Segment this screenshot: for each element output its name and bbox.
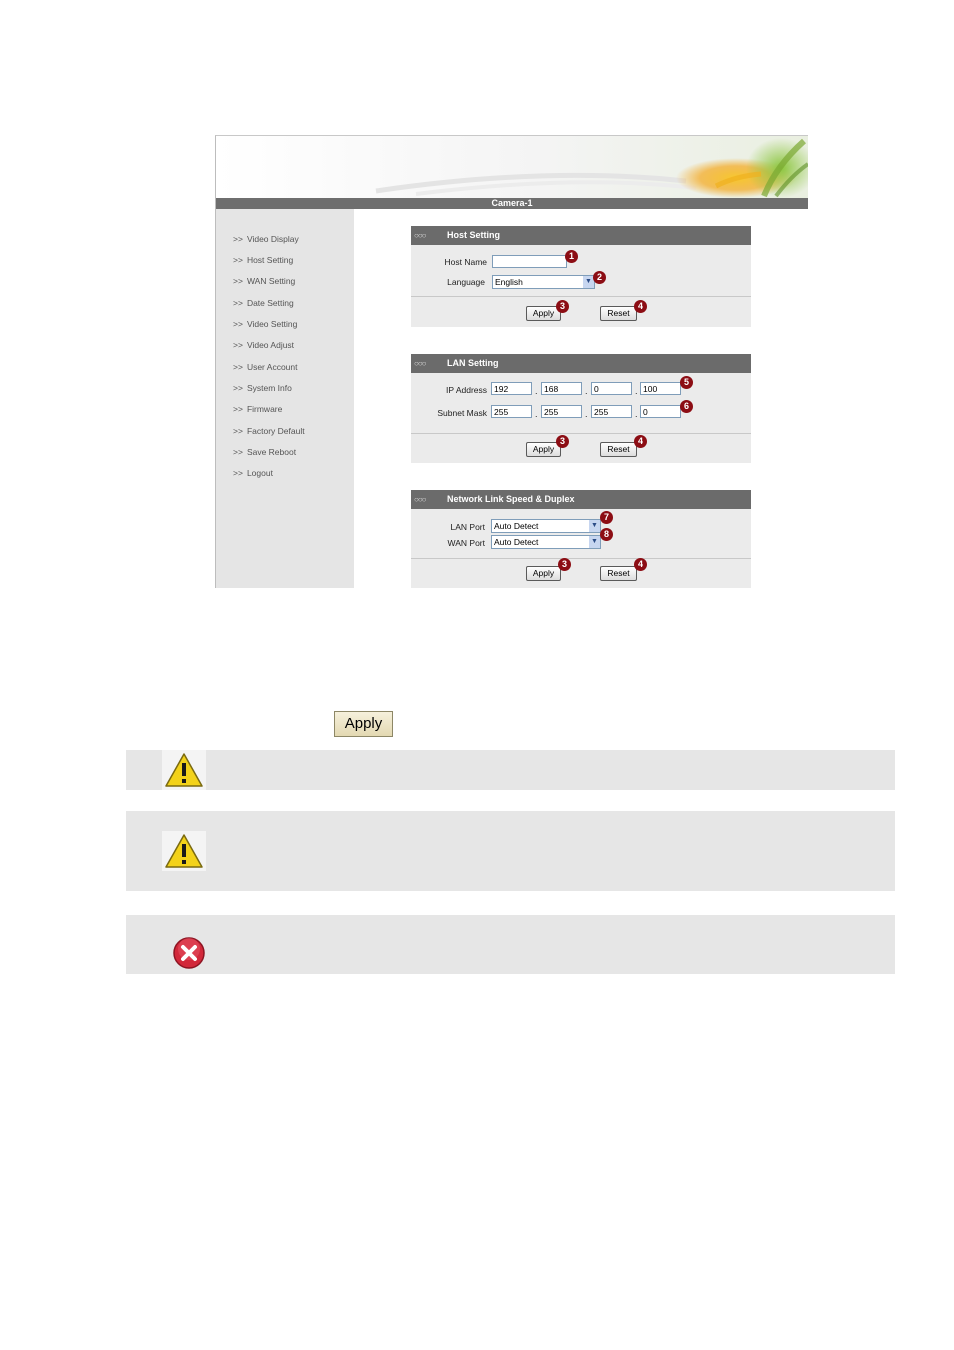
separator-dot: .	[535, 386, 538, 396]
chain-icon: ○○○	[414, 495, 426, 504]
camera-title-bar: Camera-1	[216, 198, 808, 209]
callout-badge-7: 7	[600, 511, 613, 524]
ip-octet-3[interactable]: 0	[591, 382, 632, 395]
sidebar-item-label: Video Display	[246, 234, 299, 244]
sidebar-item-save-reboot[interactable]	[233, 447, 296, 457]
camera-web-ui	[215, 135, 808, 588]
callout-badge-4: 4	[634, 300, 647, 313]
error-icon	[172, 936, 206, 970]
divider	[411, 296, 751, 297]
separator-dot: .	[635, 409, 638, 419]
sidebar-item-label: Save Reboot	[246, 447, 297, 457]
sidebar-item-video-adjust[interactable]	[233, 340, 294, 350]
sidebar-item-label: Host Setting	[246, 255, 294, 265]
callout-badge-4: 4	[634, 435, 647, 448]
divider	[411, 433, 751, 434]
sidebar-item-label: User Account	[246, 362, 298, 372]
sidebar-item-label: Factory Default	[246, 426, 305, 436]
sidebar-item-user-account[interactable]	[233, 362, 298, 372]
separator-dot: .	[585, 386, 588, 396]
host-name-label: Host Name	[444, 257, 487, 267]
chevron-down-icon: ▼	[589, 536, 600, 548]
nav-arrow: >>	[233, 362, 243, 372]
sidebar-item-factory-default[interactable]	[233, 426, 305, 436]
language-select[interactable]	[492, 275, 595, 289]
sidebar-item-label: WAN Setting	[246, 276, 296, 286]
mask-octet-1[interactable]: 255	[491, 405, 532, 418]
nav-arrow: >>	[233, 426, 243, 436]
host-reset-button[interactable]: Reset	[600, 306, 637, 321]
wan-port-label: WAN Port	[447, 538, 485, 548]
lan-port-label: LAN Port	[450, 522, 485, 532]
chain-icon: ○○○	[414, 359, 426, 368]
subnet-mask-label: Subnet Mask	[437, 408, 487, 418]
network-reset-button[interactable]: Reset	[600, 566, 637, 581]
sidebar-item-label: Firmware	[246, 404, 283, 414]
sidebar-item-label: Logout	[246, 468, 273, 478]
callout-badge-5: 5	[680, 376, 693, 389]
sidebar-item-video-display[interactable]	[233, 234, 299, 244]
lan-port-value: Auto Detect	[494, 521, 539, 531]
sidebar-item-wan-setting[interactable]	[233, 276, 295, 286]
host-setting-header	[411, 226, 751, 245]
chevron-down-icon: ▼	[589, 520, 600, 532]
sidebar-item-label: Video Adjust	[246, 340, 295, 350]
sidebar-item-firmware[interactable]	[233, 404, 282, 414]
divider	[411, 558, 751, 559]
ip-address-label: IP Address	[446, 385, 487, 395]
callout-badge-1: 1	[565, 250, 578, 263]
main-content	[354, 209, 808, 588]
error-icon-graphic	[172, 936, 206, 970]
host-setting-panel	[411, 226, 751, 327]
mask-octet-4[interactable]: 0	[640, 405, 681, 418]
header-banner	[216, 136, 808, 198]
lan-setting-header	[411, 354, 751, 373]
chevron-down-icon: ▼	[583, 276, 594, 288]
wan-port-select[interactable]	[491, 535, 601, 549]
nav-arrow: >>	[233, 255, 243, 265]
warning-note-2	[126, 811, 895, 891]
nav-arrow: >>	[233, 468, 243, 478]
sidebar-item-logout[interactable]	[233, 468, 273, 478]
callout-badge-3: 3	[556, 300, 569, 313]
warning-note-1	[126, 750, 895, 790]
sidebar-item-video-setting[interactable]	[233, 319, 297, 329]
warning-icon	[162, 750, 206, 790]
language-value: English	[495, 277, 523, 287]
section-title: LAN Setting	[447, 358, 499, 368]
nav-arrow: >>	[233, 298, 243, 308]
host-apply-button[interactable]: Apply	[526, 306, 561, 321]
sidebar-item-label: Date Setting	[246, 298, 294, 308]
language-label: Language	[447, 277, 485, 287]
chain-icon: ○○○	[414, 231, 426, 240]
host-name-input[interactable]	[492, 255, 567, 268]
sidebar-item-date-setting[interactable]	[233, 298, 294, 308]
sidebar-item-label: System Info	[246, 383, 292, 393]
lan-setting-panel	[411, 354, 751, 463]
sidebar-item-label: Video Setting	[246, 319, 298, 329]
callout-badge-3: 3	[556, 435, 569, 448]
ip-octet-2[interactable]: 168	[541, 382, 582, 395]
warning-icon-graphic	[162, 831, 206, 871]
nav-arrow: >>	[233, 447, 243, 457]
network-link-header	[411, 490, 751, 509]
network-apply-button[interactable]: Apply	[526, 566, 561, 581]
nav-arrow: >>	[233, 383, 243, 393]
callout-badge-4: 4	[634, 558, 647, 571]
separator-dot: .	[635, 386, 638, 396]
warning-icon	[162, 831, 206, 871]
apply-button-sample: Apply	[334, 711, 393, 737]
nav-arrow: >>	[233, 319, 243, 329]
section-title: Network Link Speed & Duplex	[447, 494, 575, 504]
network-link-panel	[411, 490, 751, 588]
sidebar-item-host-setting[interactable]	[233, 255, 293, 265]
nav-arrow: >>	[233, 404, 243, 414]
banner-graphic	[216, 136, 808, 198]
ip-octet-1[interactable]: 192	[491, 382, 532, 395]
wan-port-value: Auto Detect	[494, 537, 539, 547]
error-note	[126, 915, 895, 974]
nav-arrow: >>	[233, 276, 243, 286]
mask-octet-3[interactable]: 255	[591, 405, 632, 418]
callout-badge-2: 2	[593, 271, 606, 284]
callout-badge-6: 6	[680, 400, 693, 413]
sidebar-menu	[216, 209, 354, 588]
lan-reset-button[interactable]: Reset	[600, 442, 637, 457]
sidebar-item-system-info[interactable]	[233, 383, 292, 393]
ip-octet-4[interactable]: 100	[640, 382, 681, 395]
nav-arrow: >>	[233, 234, 243, 244]
separator-dot: .	[535, 409, 538, 419]
section-title: Host Setting	[447, 230, 500, 240]
lan-apply-button[interactable]: Apply	[526, 442, 561, 457]
warning-icon-graphic	[162, 750, 206, 790]
callout-badge-8: 8	[600, 528, 613, 541]
separator-dot: .	[585, 409, 588, 419]
lan-port-select[interactable]	[491, 519, 601, 533]
callout-badge-3: 3	[558, 558, 571, 571]
mask-octet-2[interactable]: 255	[541, 405, 582, 418]
nav-arrow: >>	[233, 340, 243, 350]
